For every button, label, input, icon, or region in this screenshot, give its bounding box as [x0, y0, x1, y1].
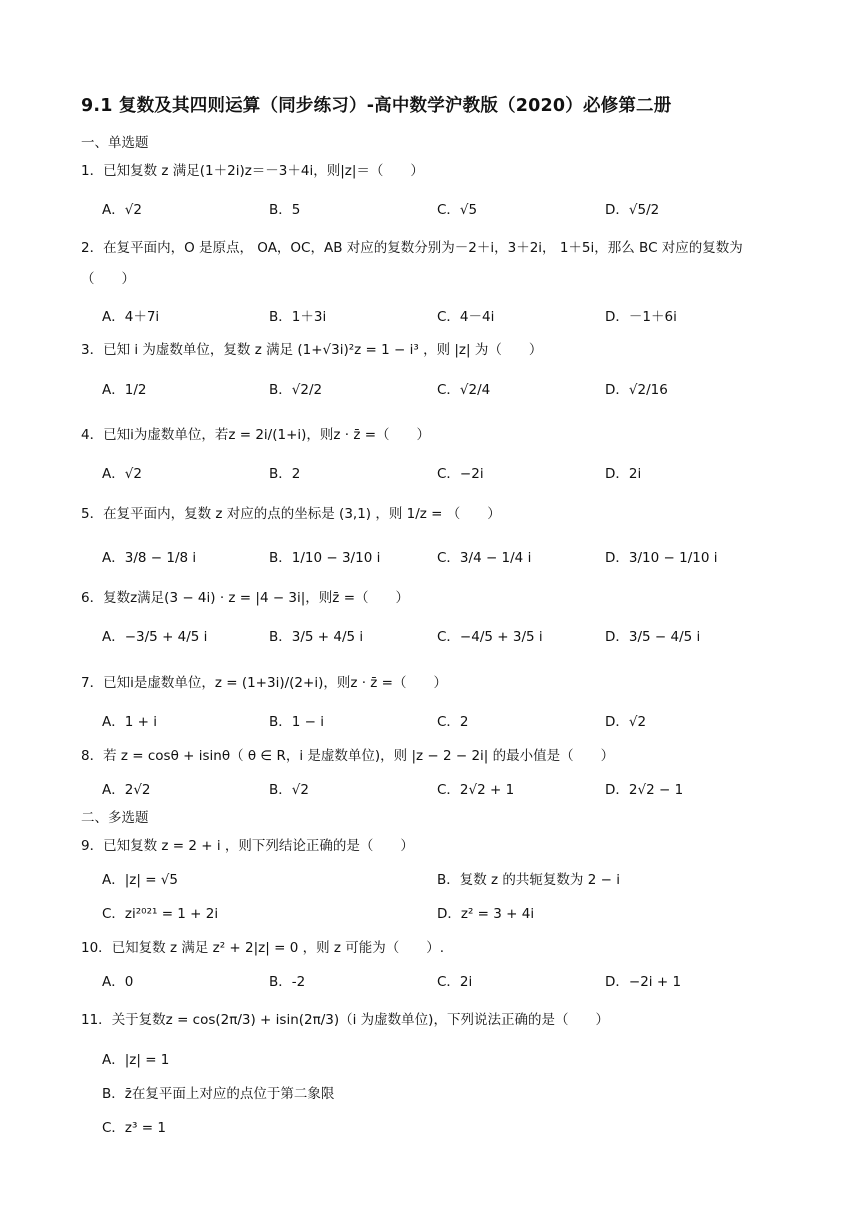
option-d: D．2√2 − 1: [605, 782, 684, 798]
option-c: C．2: [437, 714, 469, 730]
question-6: 6．复数z满足(3 − 4i) · z = |4 − 3i|，则z̄ =（ ）: [81, 590, 409, 606]
option-d: D．3/10 − 1/10 i: [605, 550, 718, 566]
question-5: 5．在复平面内，复数 z 对应的点的坐标是 (3,1) ，则 1/z = （ ）: [81, 506, 501, 522]
question-6-options: [102, 625, 802, 649]
option-b: B．1/10 − 3/10 i: [269, 550, 381, 566]
option-d: D．3/5 − 4/5 i: [605, 629, 701, 645]
option-b: B．√2: [269, 782, 309, 798]
question-5-options: [102, 546, 802, 570]
option-d: D．z² = 3 + 4i: [437, 906, 535, 922]
option-c: C．√2/4: [437, 382, 491, 398]
question-10-options: [102, 970, 802, 994]
question-9-options-row2: [102, 902, 802, 926]
option-b: B．z̄在复平面上对应的点位于第二象限: [102, 1086, 335, 1102]
option-b: B．1＋3i: [269, 309, 327, 325]
option-b: B．1 − i: [269, 714, 324, 730]
question-9-options-row1: [102, 868, 802, 892]
question-8-options: [102, 778, 802, 802]
option-b: B．√2/2: [269, 382, 323, 398]
option-b: B．-2: [269, 974, 306, 990]
question-4: 4．已知i为虚数单位，若z = 2i/(1+i)，则z · z̄ =（ ）: [81, 427, 431, 443]
question-2-options: [102, 305, 802, 329]
option-c: C．3/4 − 1/4 i: [437, 550, 532, 566]
option-b: B．2: [269, 466, 301, 482]
option-a: A．3/8 − 1/8 i: [102, 550, 197, 566]
option-a: A．√2: [102, 466, 142, 482]
question-9: 9．已知复数 z = 2 + i ，则下列结论正确的是（ ）: [81, 838, 414, 854]
option-d: D．√2: [605, 714, 647, 730]
option-a: A．−3/5 + 4/5 i: [102, 629, 208, 645]
page-title: 9.1 复数及其四则运算（同步练习）-高中数学沪教版（2020）必修第二册: [81, 96, 672, 116]
question-1-options: [102, 198, 802, 222]
option-b: B．5: [269, 202, 301, 218]
option-a: A．|z| = √5: [102, 872, 179, 888]
option-c: C．−4/5 + 3/5 i: [437, 629, 543, 645]
question-1: 1．已知复数 z 满足(1＋2i)z＝－3＋4i，则|z|＝（ ）: [81, 163, 424, 179]
option-b: B．复数 z 的共轭复数为 2 − i: [437, 872, 620, 888]
option-d: D．2i: [605, 466, 642, 482]
option-c: C．√5: [437, 202, 478, 218]
question-11-option-b-row: [102, 1082, 802, 1106]
option-c: C．2√2 + 1: [437, 782, 515, 798]
option-c: C．−2i: [437, 466, 484, 482]
option-b: B．3/5 + 4/5 i: [269, 629, 364, 645]
question-11-option-c-row: [102, 1116, 802, 1140]
question-4-options: [102, 462, 802, 486]
section-heading-multi: 二、多选题: [81, 810, 149, 826]
question-7: 7．已知i是虚数单位，z = (1+3i)/(2+i)，则z · z̄ =（ ）: [81, 675, 447, 691]
option-c: C．zi²⁰²¹ = 1 + 2i: [102, 906, 219, 922]
option-d: D．√2/16: [605, 382, 668, 398]
question-7-options: [102, 710, 802, 734]
option-c: C．4－4i: [437, 309, 495, 325]
option-a: A．√2: [102, 202, 142, 218]
option-d: D．－1＋6i: [605, 309, 677, 325]
question-3-options: [102, 378, 802, 402]
option-a: A．|z| = 1: [102, 1052, 170, 1068]
option-a: A．1/2: [102, 382, 147, 398]
option-a: A．1 + i: [102, 714, 157, 730]
option-d: D．√5/2: [605, 202, 660, 218]
question-10: 10．已知复数 z 满足 z² + 2|z| = 0 ，则 z 可能为（ ）.: [81, 940, 445, 956]
option-a: A．2√2: [102, 782, 151, 798]
section-heading-single: 一、单选题: [81, 135, 149, 151]
question-11-option-a-row: [102, 1048, 802, 1072]
option-c: C．z³ = 1: [102, 1120, 166, 1136]
option-d: D．−2i + 1: [605, 974, 682, 990]
question-8: 8．若 z = cosθ + isinθ（ θ ∈ R，i 是虚数单位)，则 |z − 2 − 2i| 的最小值是（ ）: [81, 748, 615, 764]
option-a: A．4＋7i: [102, 309, 160, 325]
question-3: 3．已知 i 为虚数单位，复数 z 满足 (1+√3i)²z = 1 − i³ ，则 |z| 为（ ）: [81, 342, 543, 358]
question-2: 2．在复平面内，O 是原点， OA，OC，AB 对应的复数分别为－2＋i，3＋2i， 1＋5i，那么 BC 对应的复数为（ ）: [81, 240, 743, 287]
option-a: A．0: [102, 974, 134, 990]
option-c: C．2i: [437, 974, 473, 990]
question-11: 11．关于复数z = cos(2π/3) + isin(2π/3)（i 为虚数单位)，下列说法正确的是（ ）: [81, 1012, 609, 1028]
